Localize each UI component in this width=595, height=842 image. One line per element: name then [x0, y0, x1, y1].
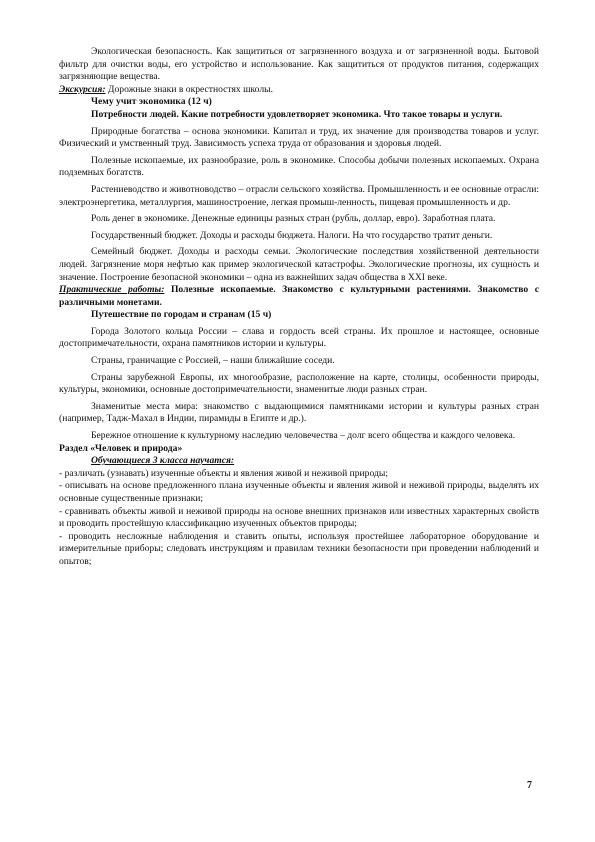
paragraph: Природные богатства – основа экономики. Капитал и труд, их значение для производства товаров и услуг. Физический и умственный труд. Зависимость успеха труда от образования и здоровья людей.: [59, 125, 539, 150]
page-number: 7: [527, 780, 532, 791]
subheading: Обучающиеся 3 класса научатся:: [91, 455, 235, 467]
document-body: [59, 46, 539, 569]
bullet-item: - различать (узнавать) изученные объекты и явления живой и неживой природы;: [59, 467, 388, 479]
lead-label: Практические работы:: [59, 284, 165, 296]
paragraph: Растениеводство и животноводство – отрасли сельского хозяйства. Промышленность и ее основные отрасли: электроэнергетика, металлургия, машиностроение, легкая промыш-ленность, пищевая промышленность и др.: [59, 183, 539, 208]
lead-text: Дорожные знаки в окрестностях школы.: [105, 83, 273, 95]
paragraph: [59, 84, 539, 97]
paragraph: Страны, граничащие с Россией, – наши ближайшие соседи.: [91, 355, 335, 367]
paragraph: Страны зарубежной Европы, их многообразие, расположение на карте, столицы, особенности природы, культуры, экономики, основные достопримечательности, знаменитые люди разных стран.: [59, 371, 539, 396]
paragraph: Семейный бюджет. Доходы и расходы семьи. Экологические последствия хозяйственной деятельности людей. Загрязнение моря нефтью как пример экологической катастрофы. Экологические прогнозы, их сущность и значение. Построение безопасной экономики – одна из важнейших задач общества в XXI веке.: [59, 246, 539, 283]
section-heading: Путешествие по городам и странам (15 ч): [91, 309, 272, 321]
section-heading: Раздел «Человек и природа»: [59, 442, 183, 454]
paragraph: Знаменитые места мира: знакомство с выдающимися памятниками истории и культуры разных стран (например, Тадж-Махал в Индии, пирамиды в Египте и др.).: [59, 400, 539, 425]
paragraph: Роль денег в экономике. Денежные единицы разных стран (рубль, доллар, евро). Заработная плата.: [91, 213, 496, 225]
paragraph: [59, 284, 539, 309]
paragraph: Полезные ископаемые, их разнообразие, роль в экономике. Способы добычи полезных ископаемых. Охрана подземных богатств.: [59, 154, 539, 179]
lead-label: Экскурсия:: [59, 83, 106, 95]
bullet-item: - сравнивать объекты живой и неживой природы на основе внешних признаков или известных характерных свойств и проводить простейшую классификацию изученных объектов природы;: [59, 505, 539, 530]
paragraph: Экологическая безопасность. Как защититься от загрязненного воздуха и от загрязненной воды. Бытовой фильтр для очистки воды, его устройство и использование. Как защититься от продуктов питания, содержащих загрязняющие вещества.: [59, 46, 539, 83]
section-heading: Чему учит экономика (12 ч): [91, 96, 212, 108]
bullet-item: - проводить несложные наблюдения и ставить опыты, используя простейшее лабораторное оборудование и измерительные приборы; следовать инструкциям и правилам техники безопасности при проведении наблюдений и опытов;: [59, 530, 539, 567]
paragraph: Потребности людей. Какие потребности удовлетворяет экономика. Что такое товары и услуги.: [91, 108, 503, 120]
paragraph: Бережное отношение к культурному наследию человечества – долг всего общества и каждого человека.: [91, 430, 516, 442]
bullet-item: - описывать на основе предложенного плана изученные объекты и явления живой и неживой природы, выделять их основные существенные признаки;: [59, 480, 539, 504]
paragraph: Города Золотого кольца России – слава и гордость всей страны. Их прошлое и настоящее, основные достопримечательности, охрана памятников истории и культуры.: [59, 325, 539, 350]
lead-text: Полезные ископаемые. Знакомство с культурными растениями. Знакомство с различными монетами.: [59, 284, 539, 308]
paragraph: Государственный бюджет. Доходы и расходы бюджета. Налоги. На что государство тратит деньги.: [91, 229, 493, 241]
